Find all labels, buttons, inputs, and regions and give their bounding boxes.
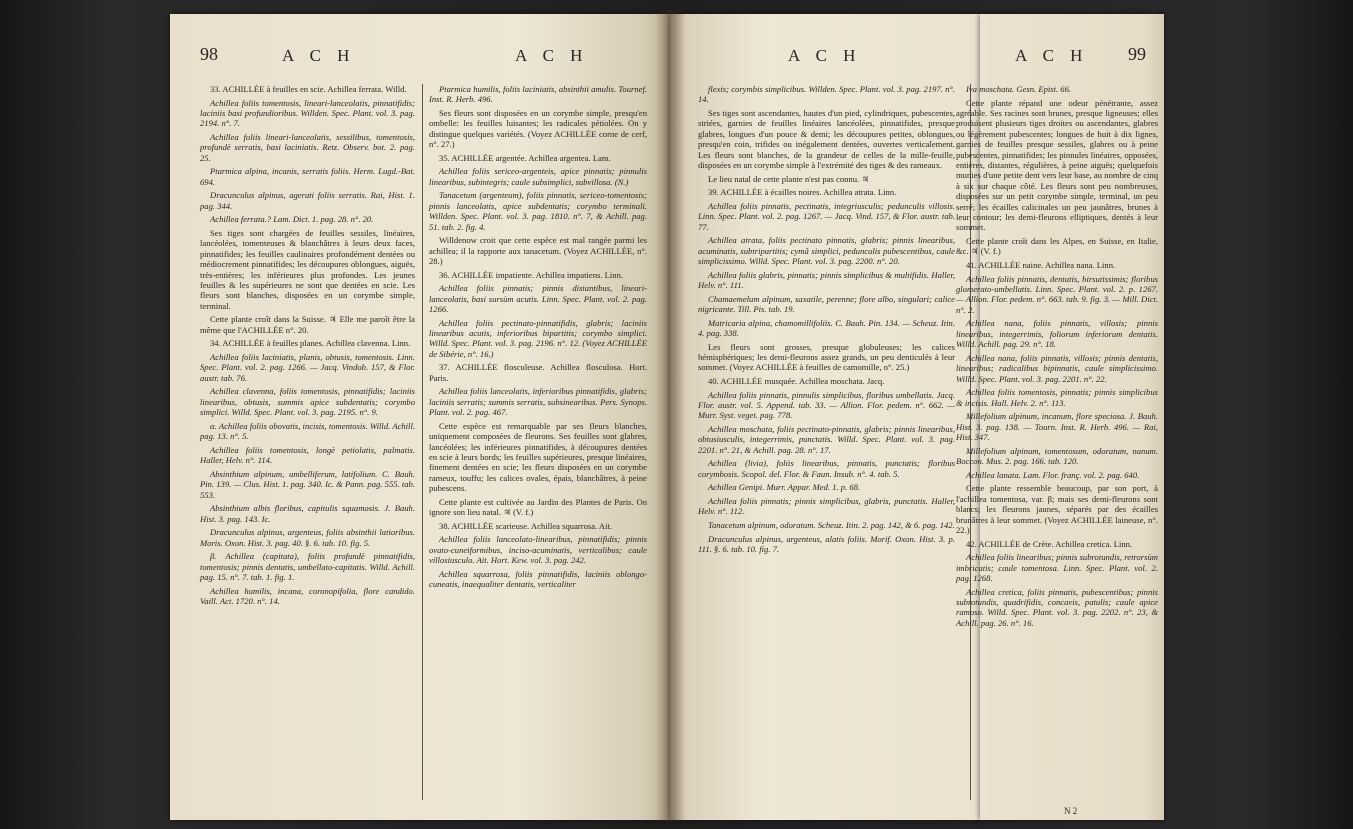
text-paragraph: Chamaemelum alpinum, saxatile, perenne; flore albo, singulari; calice nigricante. Till. Pis. tab. 19. bbox=[698, 293, 955, 315]
right-page bbox=[670, 14, 980, 820]
right-page-number: 99 bbox=[1128, 44, 1146, 64]
text-paragraph: 40. ACHILLÉE musquée. Achillea moschata. Jacq. bbox=[708, 376, 885, 387]
left-column-1 bbox=[200, 84, 415, 610]
text-paragraph: Achillea foliis pinnatis, dentatis, hirsutissimis; floribus glomerato-umbellatis. Linn. Spec. Plant. vol. 2. p. 1267. — Allion. Flor. pedem. n°. 663. tab. 9. fig. 3. — Mill. Dict. n°. 2. bbox=[956, 273, 1158, 315]
text-paragraph: Achillea nana, foliis pinnatis, villosis; pinnis dentatis, linearibus; radicalibus bipinnatis, caule simplicissimo. Willd. Spec. Plant. vol. 3. pag. 2201. n°. 22. bbox=[956, 352, 1158, 384]
text-paragraph: 36. ACHILLÉE impatiente. Achillea impatiens. Linn. bbox=[439, 269, 624, 280]
text-paragraph: 37. ACHILLÉE flosculeuse. Achillea flosculosa. Hort. Paris. bbox=[429, 362, 647, 383]
text-paragraph: Absinthium alpinum, umbelliferum, latifolium. C. Bauh. Pin. 139. — Clus. Hist. 1. pag. 340. Ic. & Pann. pag. 555. tab. 553. bbox=[200, 468, 415, 500]
left-header-right: A C H bbox=[515, 46, 589, 65]
text-paragraph: Les fleurs sont grosses, presque globuleuses; les calices hémisphériques; les demi-fleurons assez grands, un peu denticulés à leur sommet. (Voyez ACHILLÉE à feuilles de camomille, n°. 25.) bbox=[698, 341, 955, 373]
text-paragraph: Willdenow croit que cette espèce est mal rangée parmi les achillea; il la rapporte aux tanacetum. (Voyez ACHILLÉE, n°. 28.) bbox=[429, 235, 647, 267]
text-paragraph: Ptarmica humilis, foliis laciniatis, absinthii amulis. Tournef. Inst. R. Herb. 496. bbox=[429, 84, 647, 105]
left-page-number: 98 bbox=[200, 44, 218, 64]
text-paragraph: Achillea foliis pinnatis, pectinatis, integriusculis; pedunculis villosis. Linn. Spec. Plant. vol. 2. pag. 1267. — Jacq. Vind. 157, & Flor. austr. tab. 77. bbox=[698, 200, 955, 232]
left-page bbox=[170, 14, 670, 820]
text-paragraph: Achillea humilis, incana, coronopifolia, flore candido. Vaill. Act. 1720. n°. 14. bbox=[200, 585, 415, 607]
text-paragraph: Achillea foliis linearibus; pinnis subrotundis, retrorsùm imbricatis; caule tomentosa. Linn. Spec. Plant. vol. 2. pag. 1268. bbox=[956, 552, 1158, 583]
text-paragraph: 34. ACHILLÉE à feuilles planes. Achillea clavenna. Linn. bbox=[210, 338, 411, 349]
text-paragraph: Achillea foliis glabris, pinnatis; pinnis simplicibus & multifidis. Haller, Helv. n°. 111. bbox=[698, 269, 955, 291]
text-paragraph: Achillea nana, foliis pinnatis, villosis; pinnis linearibus, integerrimis, foliorum inferiorum dentatis. Willd. Achill. pag. 29. n°. 18. bbox=[956, 318, 1158, 350]
text-paragraph: Achillea foliis pinnatis; pinnis simplicibus, glabris, punctatis. Haller, Helv. n°. 112. bbox=[698, 496, 955, 517]
text-paragraph: 39. ACHILLÉE à écailles noires. Achillea atrata. Linn. bbox=[708, 187, 897, 198]
text-paragraph: Cette espèce est remarquable par ses fleurs blanches, uniquement composées de fleurons. Ses feuilles sont glabres, lancéolées; les inférieures pinnatifides, à découpures dentées en scie à leurs bords; les feuilles supérieures, presque linéaires, finement dentées en scie; les fleurs disposées en un corymbe rameux, touffu; les calices ovales, épais, blanchâtres, à peine pubescens. bbox=[429, 420, 647, 494]
text-paragraph: Achillea foliis tomentosis, pinnatis; pinnis simplicibus & incisis. Hall. Helv. 2. n°. 113. bbox=[956, 387, 1158, 408]
text-paragraph: Achillea ferrata.? Lam. Dict. 1. pag. 28. n°. 20. bbox=[210, 214, 374, 225]
text-paragraph: Achillea foliis sericeo-argenteis, apice pinnatis; pinnulis linearibus, subintegris; caule subsimplici, subvillosa. (N.) bbox=[429, 166, 647, 187]
text-paragraph: Le lieu natal de cette plante n'est pas connu. ♃ bbox=[708, 173, 870, 184]
text-paragraph: Ses fleurs sont disposées en un corymbe simple, presqu'en ombelle: les feuilles luisantes; les radicales pétiolées. On y distingue quelques variétés. (Voyez ACHILLÉE corne de cerf, n°. 27.) bbox=[429, 108, 647, 150]
right-column-2 bbox=[956, 84, 1158, 631]
left-column-2 bbox=[429, 84, 647, 593]
text-paragraph: Cette plante est cultivée au Jardin des Plantes de Paris. On ignore son lieu natal. ♃ (V. f.) bbox=[429, 496, 647, 518]
text-paragraph: Cette plante croît dans les Alpes, en Suisse, en Italie, &c. ♃ (V. f.) bbox=[956, 236, 1158, 257]
text-paragraph: 38. ACHILLÉE scarieuse. Achillea squarrosa. Ait. bbox=[439, 520, 613, 531]
text-paragraph: Tanacetum alpinum, odoratum. Scheuz. Itin. 2. pag. 142, & 6. pag. 142. bbox=[708, 520, 955, 531]
text-paragraph: Millefolium alpinum, incanum, flore speciosa. J. Bauh. Hist. 3. pag. 138. — Tourn. Inst. R. Herb. 496. — Rai, Hist. 347. bbox=[956, 411, 1158, 443]
text-paragraph: Ses tiges sont chargées de feuilles sessiles, linéaires, lancéolées, tomenteuses & blanchâtres à leurs deux faces, pinnatifides; les feuilles caulinaires profondément dentées ou médiocrement pinnatifides; les découpures oblongues, aiguës, très-entières; les inférieures plus profondes. Les jeunes feuilles & les supérieures ne sont que dentées en scie. Les fleurs sont blanches, disposées en un corymbe simple, terminal. bbox=[200, 228, 415, 311]
text-paragraph: Achillea foliis pinnatis, pinnulis simplicibus, floribus umbellatis. Jacq. Flor. austr. vol. 5. Append. tab. 33. — Allion. Flor. pedem. n°. 662. — Murr. Syst. veget. pag. 778. bbox=[698, 389, 955, 421]
column-rule bbox=[422, 84, 423, 800]
right-column-1 bbox=[698, 84, 955, 558]
text-paragraph: Achillea Genipi. Murr. Appar. Med. 1. p. 68. bbox=[708, 482, 861, 493]
text-paragraph: Cette plante répand une odeur pénétrante, assez agréable. Ses racines sont brunes, presque ligneuses; elles produisent plusieurs tiges droites ou ascendantes, glabres ou légèrement pubescentes; longues de huit à dix lignes, garnies de feuilles presque sessiles, glabres ou à peine pubescentes, pinnatifides; les pinnules linéaires, opposées, entières, distantes, régulières, à peine aiguës; quelquefois munies d'une petite dent vers leur base, au nombre de cinq à six sur chaque côté. Les fleurs sont peu nombreuses, disposées sur un petit corymbe simple, terminal, un peu serré; les écailles calicinales un peu jaunâtres, brunes à leur contour; les demi-fleurons elliptiques, dentés à leur sommet. bbox=[956, 97, 1158, 233]
text-paragraph: Cette plante croît dans la Suisse. ♃ Elle me paroît être la même que l'ACHILLÉE n°. 20. bbox=[200, 314, 415, 335]
text-paragraph: Achillea moschata, foliis pectinato-pinnatis, glabris; pinnis linearibus, obtusiusculis, integerrimis, punctatis. Willd. Spec. Plant. vol. 3. pag. 2201. n°. 21, & Achill. pag. 28. n°. 17. bbox=[698, 424, 955, 455]
text-paragraph: Achillea foliis pinnatis; pinnis distantibus, lineari-lanceolatis, basi sursùm acutis. Linn. Spec. Plant. vol. 2. pag. 1266. bbox=[429, 283, 647, 315]
text-paragraph: Achillea foliis lineari-lanceolatis, sessilibus, tomentosis, profundè serratis, basi laciniatis. Retz. Observ. bot. 2. pag. 25. bbox=[200, 132, 415, 163]
text-paragraph: Absinthium albis floribus, capitulis squamosis. J. Bauh. Hist. 3. pag. 143. Ic. bbox=[200, 503, 415, 524]
text-paragraph: Achillea atrata, foliis pectinato pinnatis, glabris; pinnis linearibus, acuminatis, subtripartitis; cymâ simplici, pedunculis pubescentibus, caule simplicissimo. Willd. Spec. Plant. vol. 3. pag. 2200. n°. 20. bbox=[698, 235, 955, 267]
text-paragraph: Dracunculus alpinus, argenteus, alatis foliis. Morif. Oxon. Hist. 3. p. 111. §. 6. tab. 10. fig. 7. bbox=[698, 533, 955, 555]
left-header-left: A C H bbox=[282, 46, 356, 65]
text-paragraph: Ses tiges sont ascendantes, hautes d'un pied, cylindriques, pubescentes, striées, garnies de feuilles linéaires lancéolées, pinnatifides, presque glabres, longues d'un pouce & demi; les découpures petites, oblongues, presqu'en coin, trifides ou inégalement dentées, ouvertes verticalement. Les fleurs sont blanches, de la grandeur de celles de la mille-feuille, disposées en un corymbe simple à l'extrémité des tiges & des rameaux. bbox=[698, 108, 955, 171]
text-paragraph: Iva moschata. Gesn. Epist. 66. bbox=[966, 84, 1072, 94]
text-paragraph: Millefolium alpinum, tomentosum, odoratum, nanum. Boccon. Mus. 2. pag. 166. tab. 120. bbox=[956, 445, 1158, 467]
signature-mark: N 2 bbox=[1064, 806, 1078, 816]
text-paragraph: flexis; corymbis simplicibus. Willden. Spec. Plant. vol. 3. pag. 2197. n°. 14. bbox=[698, 84, 955, 105]
text-paragraph: 35. ACHILLÉE argentée. Achillea argentea. Lam. bbox=[439, 152, 611, 163]
text-paragraph: 41. ACHILLÉE naine. Achillea nana. Linn. bbox=[966, 260, 1116, 271]
text-paragraph: Tanacetum (argenteum), foliis pinnatis, sericeo-tomentosis; pinnis lanceolatis, apice subdentatis; corymbo terminali. Willden. Spec. Plant. vol. 3. pag. 1810. n°. 7, & Achill. pag. 51. tab. 2. fig. 4. bbox=[429, 190, 647, 232]
text-paragraph: Achillea squarrosa, foliis pinnatifidis, laciniis oblongo-cuneatis, inaequaliter dentatis, verticaliter bbox=[429, 568, 647, 590]
text-paragraph: Achillea foliis pectinato-pinnatifidis, glabris; laciniis linearibus acutis, inferioribus bipartitis; corymbo simplici. Willd. Spec. Plant. vol. 3. pag. 2196. n°. 12. (Voyez ACHILLÉE de Sibérie, n°. 16.) bbox=[429, 317, 647, 359]
text-paragraph: α. Achillea foliis obovatis, incisis, tomentosis. Willd. Achill. pag. 13. n°. 5. bbox=[200, 420, 415, 442]
text-paragraph: Matricaria alpina, chamomillifoliis. C. Bauh. Pin. 134. — Scheuz. Itin. 4. pag. 338. bbox=[698, 317, 955, 339]
right-header-left: A C H bbox=[788, 46, 862, 65]
text-paragraph: Achillea lanata. Lam. Flor. franç. vol. 2. pag. 640. bbox=[966, 469, 1140, 480]
text-paragraph: Achillea (livia), foliis linearibus, pinnatis, punctatis; floribus corymbosis. Scopol. del. Flor. & Faun. Insub. n°. 4. tab. 5. bbox=[698, 458, 955, 479]
text-paragraph: Achillea foliis lanceolatis, inferioribus pinnatifidis, glabris; laciniis serratis; summis serratis, subsinearibus. Pers. Synops. Plant. vol. 2. pag. 467. bbox=[429, 386, 647, 418]
text-paragraph: Dracunculus alpinus, argenteus, foliis absinthii latioribus. Moris. Oxon. Hist. 3. pag. 40. §. 6. tab. 10. fig. 5. bbox=[200, 527, 415, 548]
text-paragraph: Cette plante ressemble beaucoup, par son port, à l'achillea tomentosa, var. β; mais ses demi-fleurons sont blancs; les fleurons jaunes, séparés par des écailles brunâtres à leur sommet. (Voyez ACHILLÉE laineuse, n°. 22.) bbox=[956, 483, 1158, 535]
text-paragraph: 33. ACHILLÉE à feuilles en scie. Achillea ferrata. Willd. bbox=[210, 84, 407, 94]
text-paragraph: Ptarmica alpina, incanis, serratis foliis. Herm. Lugd.-Bat. 694. bbox=[200, 166, 415, 187]
text-paragraph: β. Achillea (capitata), foliis profundè pinnatifidis, tomentosis; pinnis dentatis, umbellato-capitatis. Willd. Achill. pag. 15. n°. 7. tab. 1. fig. 1. bbox=[200, 551, 415, 583]
text-paragraph: Achillea foliis tomentosis, lineari-lanceolatis, pinnatifidis; laciniis basi profundioribus. Willden. Spec. Plant. vol. 3. pag. 2194. n°. 7. bbox=[200, 97, 415, 129]
text-paragraph: Achillea clavenna, foliis tomentosis, pinnatifidis; laciniis linearibus, obtusis, summis apice subdentatis; corymbo simplici. Willd. Spec. Plant. vol. 3. pag. 2195. n°. 9. bbox=[200, 386, 415, 418]
text-paragraph: Achillea cretica, foliis pinnatis, pubescentibus; pinnis subrotundis, quadrifidis, concavis, patulis; caule apice ramoso. Willd. Spec. Plant. vol. 3. pag. 2202. n°. 23, & Achill. pag. 26. n°. 16. bbox=[956, 586, 1158, 628]
text-paragraph: 42. ACHILLÉE de Crète. Achillea cretica. Linn. bbox=[966, 538, 1133, 549]
right-header-right: A C H bbox=[1015, 46, 1089, 65]
text-paragraph: Achillea foliis tomentosis, longè petiolatis, palmatis. Haller, Helv. n°. 114. bbox=[200, 444, 415, 466]
text-paragraph: Achillea foliis lanceolato-linearibus, pinnatifidis; pinnis ovato-cuneiformibus, inciso-acuminatis, verticalibus; caule villosiusculo. Ait. Hort. Kew. vol. 3. pag. 242. bbox=[429, 534, 647, 566]
right-page-continued bbox=[956, 14, 1164, 820]
text-paragraph: Achillea foliis laciniatis, planis, obtusis, tomentosis. Linn. Spec. Plant. vol. 2. pag. 1266. — Jacq. Vindob. 157, & Flor. austr. tab. 76. bbox=[200, 352, 415, 383]
text-paragraph: Dracunculus alpinus, agerati foliis serratis. Rai, Hist. 1. pag. 344. bbox=[200, 190, 415, 211]
